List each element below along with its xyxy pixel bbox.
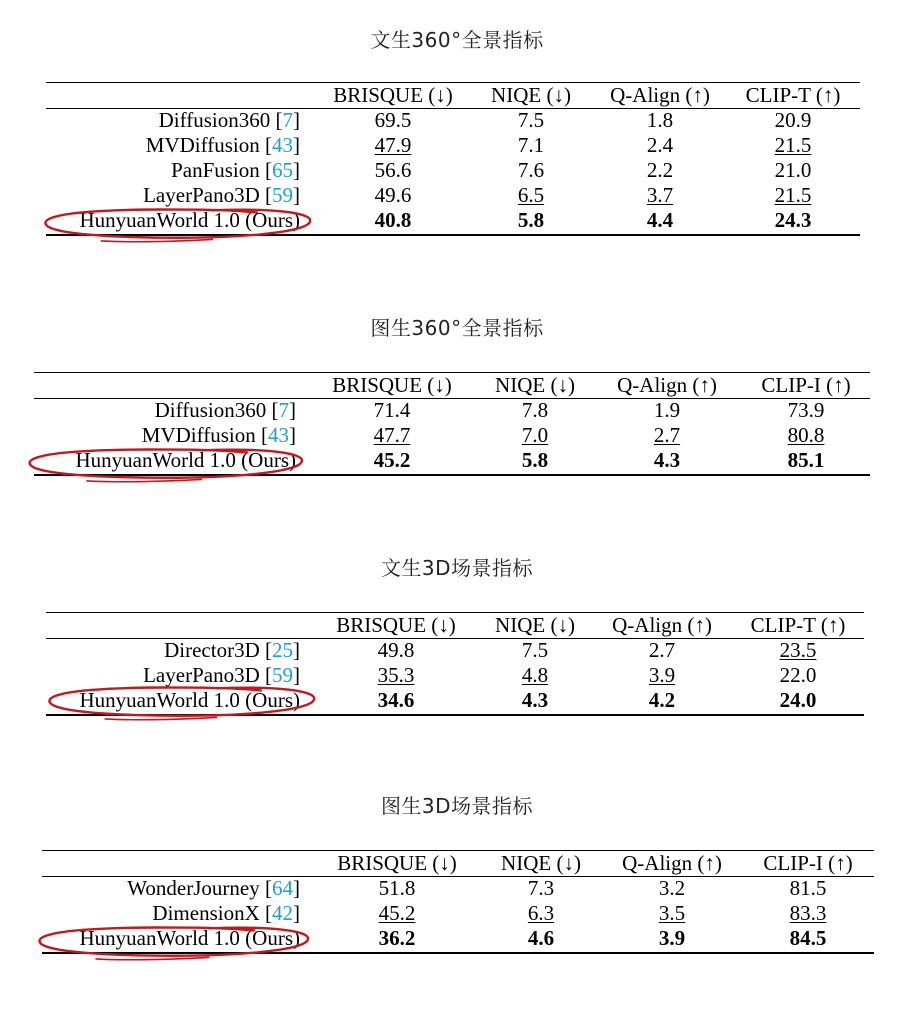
metric-value: 7.5 [517, 108, 545, 132]
metric-value: 2.4 [646, 133, 674, 157]
citation-link[interactable]: 25 [272, 638, 293, 662]
column-header: Q-Align (↑) [622, 851, 722, 875]
citation: [59] [259, 183, 300, 207]
method-name [155, 398, 296, 423]
method-label: MVDiffusion [141, 423, 256, 447]
metric-value: 2.2 [646, 158, 674, 182]
metric-value: 3.5 [658, 901, 686, 925]
metric-value: 51.8 [378, 876, 416, 900]
table-heading: 文生360°全景指标 [370, 28, 544, 52]
citation: [65] [259, 158, 300, 182]
metric-value: 3.7 [646, 183, 674, 207]
metric-value: 23.5 [779, 638, 817, 662]
table-row [46, 208, 860, 233]
table-row [46, 183, 860, 208]
metric-value: 84.5 [789, 926, 827, 950]
citation: [7] [270, 108, 300, 132]
metric-value: 7.3 [527, 876, 555, 900]
method-name [79, 926, 300, 951]
highlight-tail-stroke [101, 239, 212, 241]
method-label: HunyuanWorld 1.0 (Ours) [75, 448, 296, 472]
table-row [46, 108, 860, 133]
table-header-row [42, 851, 874, 876]
table-header-row [34, 373, 870, 398]
column-header: Q-Align (↑) [617, 373, 717, 397]
table-row [46, 688, 864, 713]
metric-value: 3.9 [648, 663, 676, 687]
table-row [42, 926, 874, 951]
table-bottom-rule [34, 474, 870, 476]
table-row [34, 398, 870, 423]
results-table [46, 612, 864, 714]
column-header: CLIP-I (↑) [761, 373, 851, 397]
metric-value: 71.4 [373, 398, 411, 422]
metric-value: 1.9 [653, 398, 681, 422]
column-header: CLIP-T (↑) [745, 83, 841, 107]
metric-value: 4.3 [521, 688, 549, 712]
metric-value: 85.1 [787, 448, 825, 472]
citation-link[interactable]: 42 [272, 901, 293, 925]
method-name [143, 663, 300, 688]
method-label: LayerPano3D [143, 663, 260, 687]
table-row [46, 638, 864, 663]
method-label: WonderJourney [127, 876, 260, 900]
metric-value: 56.6 [374, 158, 412, 182]
metric-value: 45.2 [373, 448, 411, 472]
method-label: MVDiffusion [145, 133, 260, 157]
citation-link[interactable]: 59 [272, 183, 293, 207]
column-header: BRISQUE (↓) [333, 83, 453, 107]
column-header: BRISQUE (↓) [332, 373, 452, 397]
metric-value: 4.3 [653, 448, 681, 472]
metric-value: 47.7 [373, 423, 411, 447]
column-header: NIQE (↓) [495, 373, 575, 397]
metric-value: 49.6 [374, 183, 412, 207]
method-name [171, 158, 300, 183]
table-heading: 图生3D场景指标 [380, 794, 534, 818]
table-heading: 图生360°全景指标 [370, 316, 544, 340]
citation: [42] [259, 901, 300, 925]
metric-value: 81.5 [789, 876, 827, 900]
metric-value: 7.0 [521, 423, 549, 447]
metric-value: 3.2 [658, 876, 686, 900]
column-header: BRISQUE (↓) [337, 851, 457, 875]
table-row [42, 876, 874, 901]
citation: [25] [259, 638, 300, 662]
metric-value: 4.8 [521, 663, 549, 687]
method-name [79, 208, 300, 233]
citation-link[interactable]: 59 [272, 663, 293, 687]
metric-value: 6.5 [517, 183, 545, 207]
metric-value: 4.6 [527, 926, 555, 950]
column-header: CLIP-T (↑) [750, 613, 846, 637]
metric-value: 5.8 [521, 448, 549, 472]
metric-value: 7.8 [521, 398, 549, 422]
method-label: Director3D [164, 638, 260, 662]
column-header: BRISQUE (↓) [336, 613, 456, 637]
method-label: Diffusion360 [158, 108, 271, 132]
method-label: DimensionX [152, 901, 260, 925]
table-row [46, 663, 864, 688]
citation: [43] [255, 423, 296, 447]
table-row [34, 423, 870, 448]
citation-link[interactable]: 64 [272, 876, 293, 900]
metric-value: 7.5 [521, 638, 549, 662]
table-bottom-rule [46, 234, 860, 236]
table-header-row [46, 83, 860, 108]
metric-value: 20.9 [774, 108, 812, 132]
metric-value: 2.7 [648, 638, 676, 662]
metric-value: 21.5 [774, 133, 812, 157]
table-row [46, 158, 860, 183]
metric-value: 7.1 [517, 133, 545, 157]
method-label: HunyuanWorld 1.0 (Ours) [79, 926, 300, 950]
method-name [146, 133, 300, 158]
metric-value: 6.3 [527, 901, 555, 925]
method-label: HunyuanWorld 1.0 (Ours) [79, 208, 300, 232]
metric-value: 49.8 [377, 638, 415, 662]
table-bottom-rule [46, 714, 864, 716]
citation-link[interactable]: 7 [278, 398, 289, 422]
citation: [43] [259, 133, 300, 157]
method-name [164, 638, 300, 663]
method-label: HunyuanWorld 1.0 (Ours) [79, 688, 300, 712]
column-header: NIQE (↓) [491, 83, 571, 107]
table-row [34, 448, 870, 473]
column-header: Q-Align (↑) [612, 613, 712, 637]
metric-value: 21.0 [774, 158, 812, 182]
metric-value: 5.8 [517, 208, 545, 232]
metric-value: 34.6 [377, 688, 415, 712]
metric-value: 47.9 [374, 133, 412, 157]
highlight-tail-stroke [105, 717, 216, 719]
method-name [152, 901, 300, 926]
metric-value: 73.9 [787, 398, 825, 422]
highlight-tail-stroke [87, 479, 201, 481]
metric-value: 69.5 [374, 108, 412, 132]
metric-value: 1.8 [646, 108, 674, 132]
highlight-tail-stroke [96, 957, 209, 959]
citation: [7] [266, 398, 296, 422]
results-table [46, 82, 860, 234]
method-label: PanFusion [171, 158, 260, 182]
metric-value: 4.4 [646, 208, 674, 232]
table-bottom-rule [42, 952, 874, 954]
metric-value: 45.2 [378, 901, 416, 925]
column-header: NIQE (↓) [495, 613, 575, 637]
column-header: Q-Align (↑) [610, 83, 710, 107]
method-label: Diffusion360 [154, 398, 267, 422]
table-heading: 文生3D场景指标 [380, 556, 534, 580]
metric-value: 35.3 [377, 663, 415, 687]
metric-value: 22.0 [779, 663, 817, 687]
metric-value: 40.8 [374, 208, 412, 232]
metric-value: 36.2 [378, 926, 416, 950]
method-name [79, 688, 300, 713]
table-row [42, 901, 874, 926]
method-name [75, 448, 296, 473]
citation-link[interactable]: 43 [272, 133, 293, 157]
metric-value: 24.3 [774, 208, 812, 232]
method-label: LayerPano3D [143, 183, 260, 207]
metric-value: 2.7 [653, 423, 681, 447]
table-header-row [46, 613, 864, 638]
results-table [34, 372, 870, 474]
column-header: NIQE (↓) [501, 851, 581, 875]
method-name [127, 876, 300, 901]
metric-value: 21.5 [774, 183, 812, 207]
citation-link[interactable]: 7 [282, 108, 293, 132]
citation-link[interactable]: 65 [272, 158, 293, 182]
metric-value: 80.8 [787, 423, 825, 447]
metric-value: 3.9 [658, 926, 686, 950]
table-row [46, 133, 860, 158]
method-name [159, 108, 300, 133]
citation: [59] [259, 663, 300, 687]
citation-link[interactable]: 43 [268, 423, 289, 447]
column-header: CLIP-I (↑) [763, 851, 853, 875]
citation: [64] [259, 876, 300, 900]
method-name [143, 183, 300, 208]
metric-value: 83.3 [789, 901, 827, 925]
method-name [142, 423, 296, 448]
metric-value: 24.0 [779, 688, 817, 712]
metric-value: 4.2 [648, 688, 676, 712]
metric-value: 7.6 [517, 158, 545, 182]
results-table [42, 850, 874, 952]
